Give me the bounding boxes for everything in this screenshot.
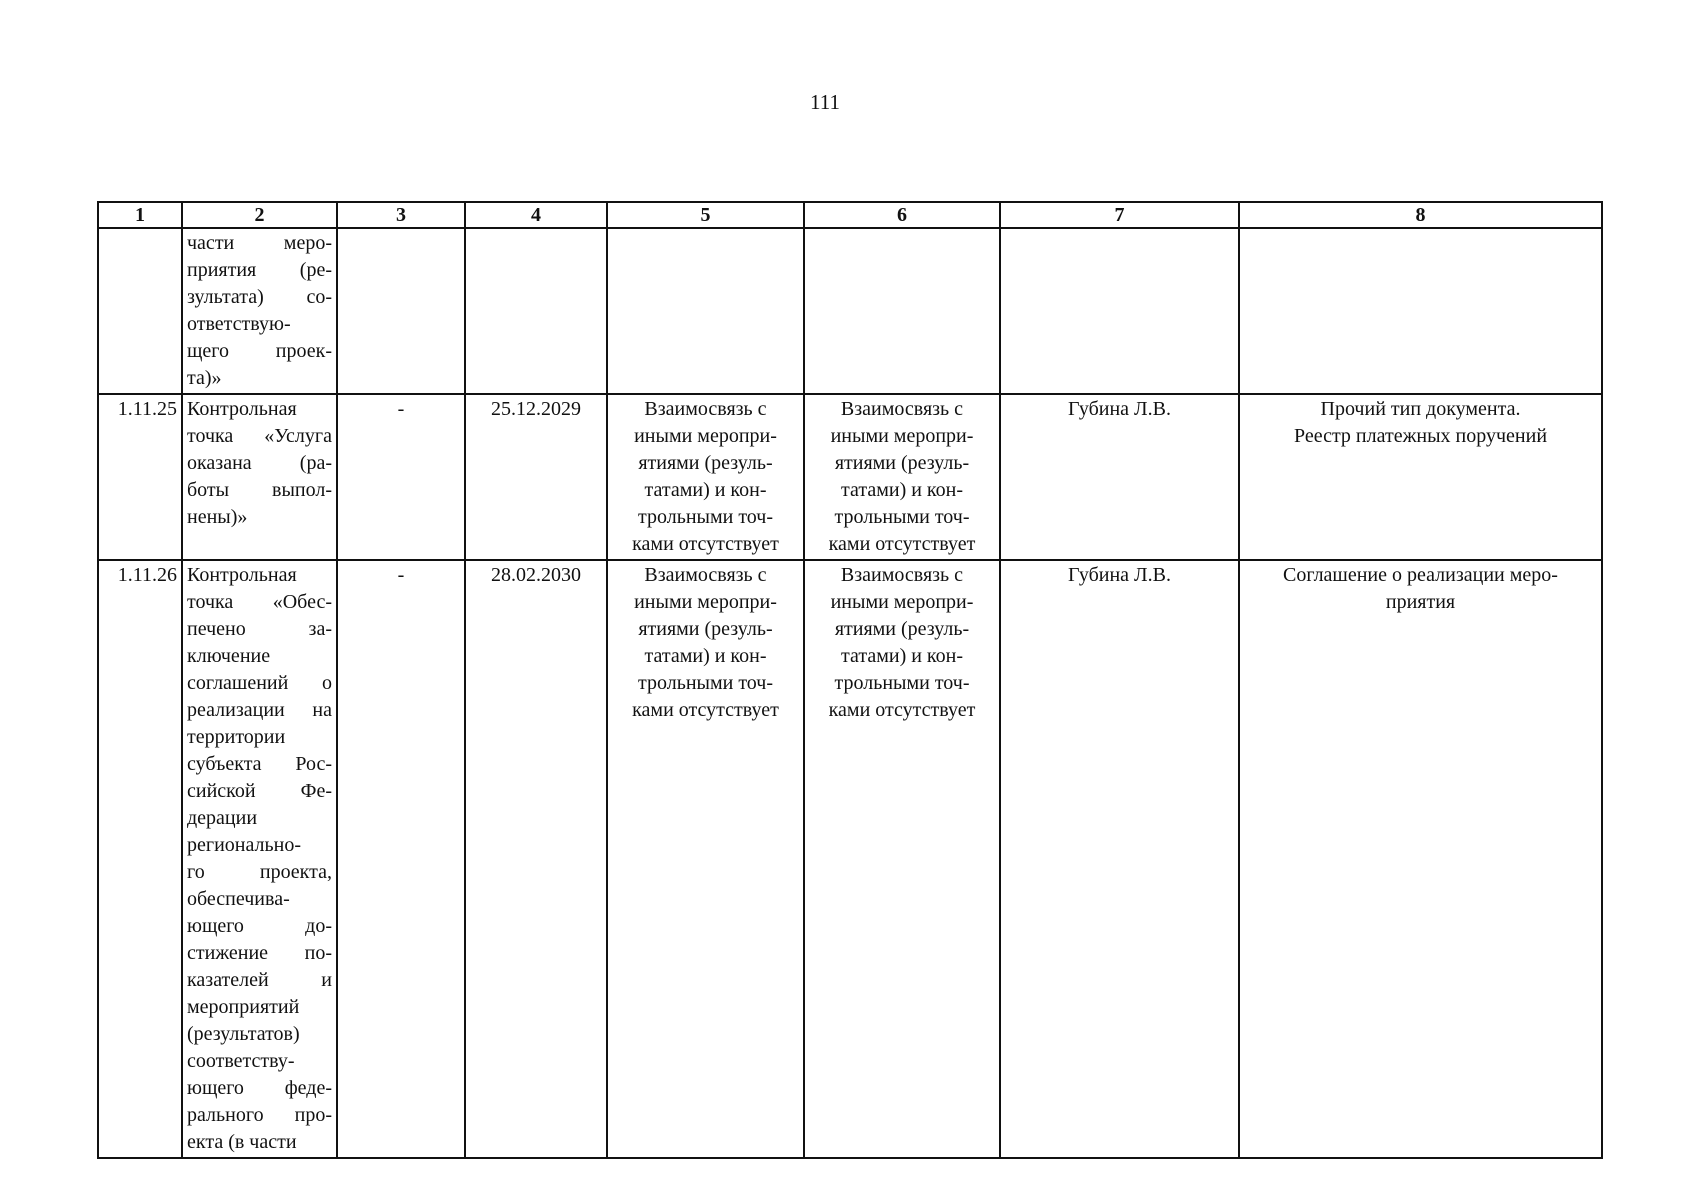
activity-name	[182, 228, 337, 394]
cell-line: ятиями (резуль-	[834, 452, 970, 474]
cell-line: щего проек-	[187, 340, 332, 362]
cell-line: трольными точ-	[638, 672, 773, 694]
cell-line: боты выпол-	[187, 479, 332, 501]
cell-line: дерации	[187, 807, 258, 829]
cell-line: трольными точ-	[638, 506, 773, 528]
cell-line: иными меропри-	[830, 591, 974, 613]
col-header-3: 3	[337, 202, 465, 228]
cell-line: ющего до-	[187, 915, 332, 937]
page-number: 111	[810, 90, 840, 114]
cell-line: печено за-	[187, 618, 332, 640]
cell-line: рального про-	[187, 1104, 332, 1126]
cell-line: ятиями (резуль-	[834, 618, 970, 640]
cell-line: та)»	[187, 367, 222, 389]
activity-name	[182, 560, 337, 1158]
cell-line: ятиями (резуль-	[638, 618, 773, 640]
cell-line: ятиями (резуль-	[638, 452, 773, 474]
cell-line: приятия (ре-	[187, 259, 332, 281]
cell-line: точка «Услуга	[187, 425, 332, 447]
cell-line: оказана (ра-	[187, 452, 332, 474]
cell-line: субъекта Рос-	[187, 753, 332, 775]
cell-line: Соглашение о реализации меро-	[1283, 564, 1558, 586]
cell-line: соглашений о	[187, 672, 332, 694]
cell-line: екта (в части	[187, 1131, 297, 1153]
relationship-col5	[607, 560, 804, 1158]
cell-line: ками отсутствует	[632, 533, 779, 555]
cell-line: зультата) со-	[187, 286, 332, 308]
cell-line: ключение	[187, 645, 271, 667]
cell-line: ками отсутствует	[828, 533, 976, 555]
document-type	[1239, 228, 1602, 394]
cell-line: стижение по-	[187, 942, 332, 964]
col-header-8: 8	[1239, 202, 1602, 228]
cell-line: Взаимосвязь с	[840, 564, 964, 586]
cell-line: мероприятий	[187, 996, 300, 1018]
row-number: 1.11.25	[98, 394, 182, 560]
cell-line: татами) и кон-	[841, 645, 963, 667]
cell-line: го проекта,	[187, 861, 332, 883]
activity-name	[182, 394, 337, 560]
activities-table	[97, 201, 1603, 1159]
cell-line: приятия	[1385, 591, 1456, 613]
cell-line: иными меропри-	[634, 591, 777, 613]
relationship-col6	[804, 228, 1000, 394]
cell-line: Взаимосвязь с	[644, 564, 767, 586]
row-number	[98, 228, 182, 394]
relationship-col5	[607, 228, 804, 394]
cell-line: (результатов)	[187, 1023, 300, 1045]
cell-line: Контрольная	[187, 564, 297, 586]
col-header-5: 5	[607, 202, 804, 228]
document-type	[1239, 394, 1602, 560]
cell-line: татами) и кон-	[644, 479, 767, 501]
responsible-person: Губина Л.В.	[1000, 560, 1239, 1158]
deadline-date: 25.12.2029	[465, 394, 607, 560]
table-row	[98, 228, 1602, 394]
col-3-value: -	[337, 394, 465, 560]
cell-line: иными меропри-	[830, 425, 974, 447]
col-header-1: 1	[98, 202, 182, 228]
cell-line: ющего феде-	[187, 1077, 332, 1099]
col-header-4: 4	[465, 202, 607, 228]
cell-line: ответствую-	[187, 313, 291, 335]
cell-line: татами) и кон-	[841, 479, 963, 501]
responsible-person	[1000, 228, 1239, 394]
cell-line: части меро-	[187, 232, 332, 254]
relationship-col6	[804, 394, 1000, 560]
responsible-person: Губина Л.В.	[1000, 394, 1239, 560]
cell-line: обеспечива-	[187, 888, 290, 910]
table-row	[98, 560, 1602, 1158]
cell-line: Взаимосвязь с	[644, 398, 767, 420]
cell-line: нены)»	[187, 506, 248, 528]
cell-line: территории	[187, 726, 286, 748]
col-3-value: -	[337, 560, 465, 1158]
document-type	[1239, 560, 1602, 1158]
header-row	[98, 202, 1602, 228]
row-number: 1.11.26	[98, 560, 182, 1158]
cell-line: трольными точ-	[834, 506, 970, 528]
cell-line: ками отсутствует	[828, 699, 976, 721]
cell-line: реализации на	[187, 699, 332, 721]
cell-line: регионально-	[187, 834, 302, 856]
cell-line: соответству-	[187, 1050, 295, 1072]
col-header-6: 6	[804, 202, 1000, 228]
deadline-date	[465, 228, 607, 394]
col-3-value	[337, 228, 465, 394]
cell-line: Прочий тип документа.	[1320, 398, 1521, 420]
cell-line: татами) и кон-	[644, 645, 767, 667]
cell-line: точка «Обес-	[187, 591, 332, 613]
cell-line: иными меропри-	[634, 425, 777, 447]
cell-line: казателей и	[187, 969, 332, 991]
cell-line: Контрольная	[187, 398, 297, 420]
cell-line: Реестр платежных поручений	[1293, 425, 1548, 447]
cell-line: Взаимосвязь с	[840, 398, 964, 420]
deadline-date: 28.02.2030	[465, 560, 607, 1158]
col-header-2: 2	[182, 202, 337, 228]
cell-line: трольными точ-	[834, 672, 970, 694]
cell-line: ками отсутствует	[632, 699, 779, 721]
table-row	[98, 394, 1602, 560]
relationship-col5	[607, 394, 804, 560]
cell-line: сийской Фе-	[187, 780, 332, 802]
col-header-7: 7	[1000, 202, 1239, 228]
relationship-col6	[804, 560, 1000, 1158]
